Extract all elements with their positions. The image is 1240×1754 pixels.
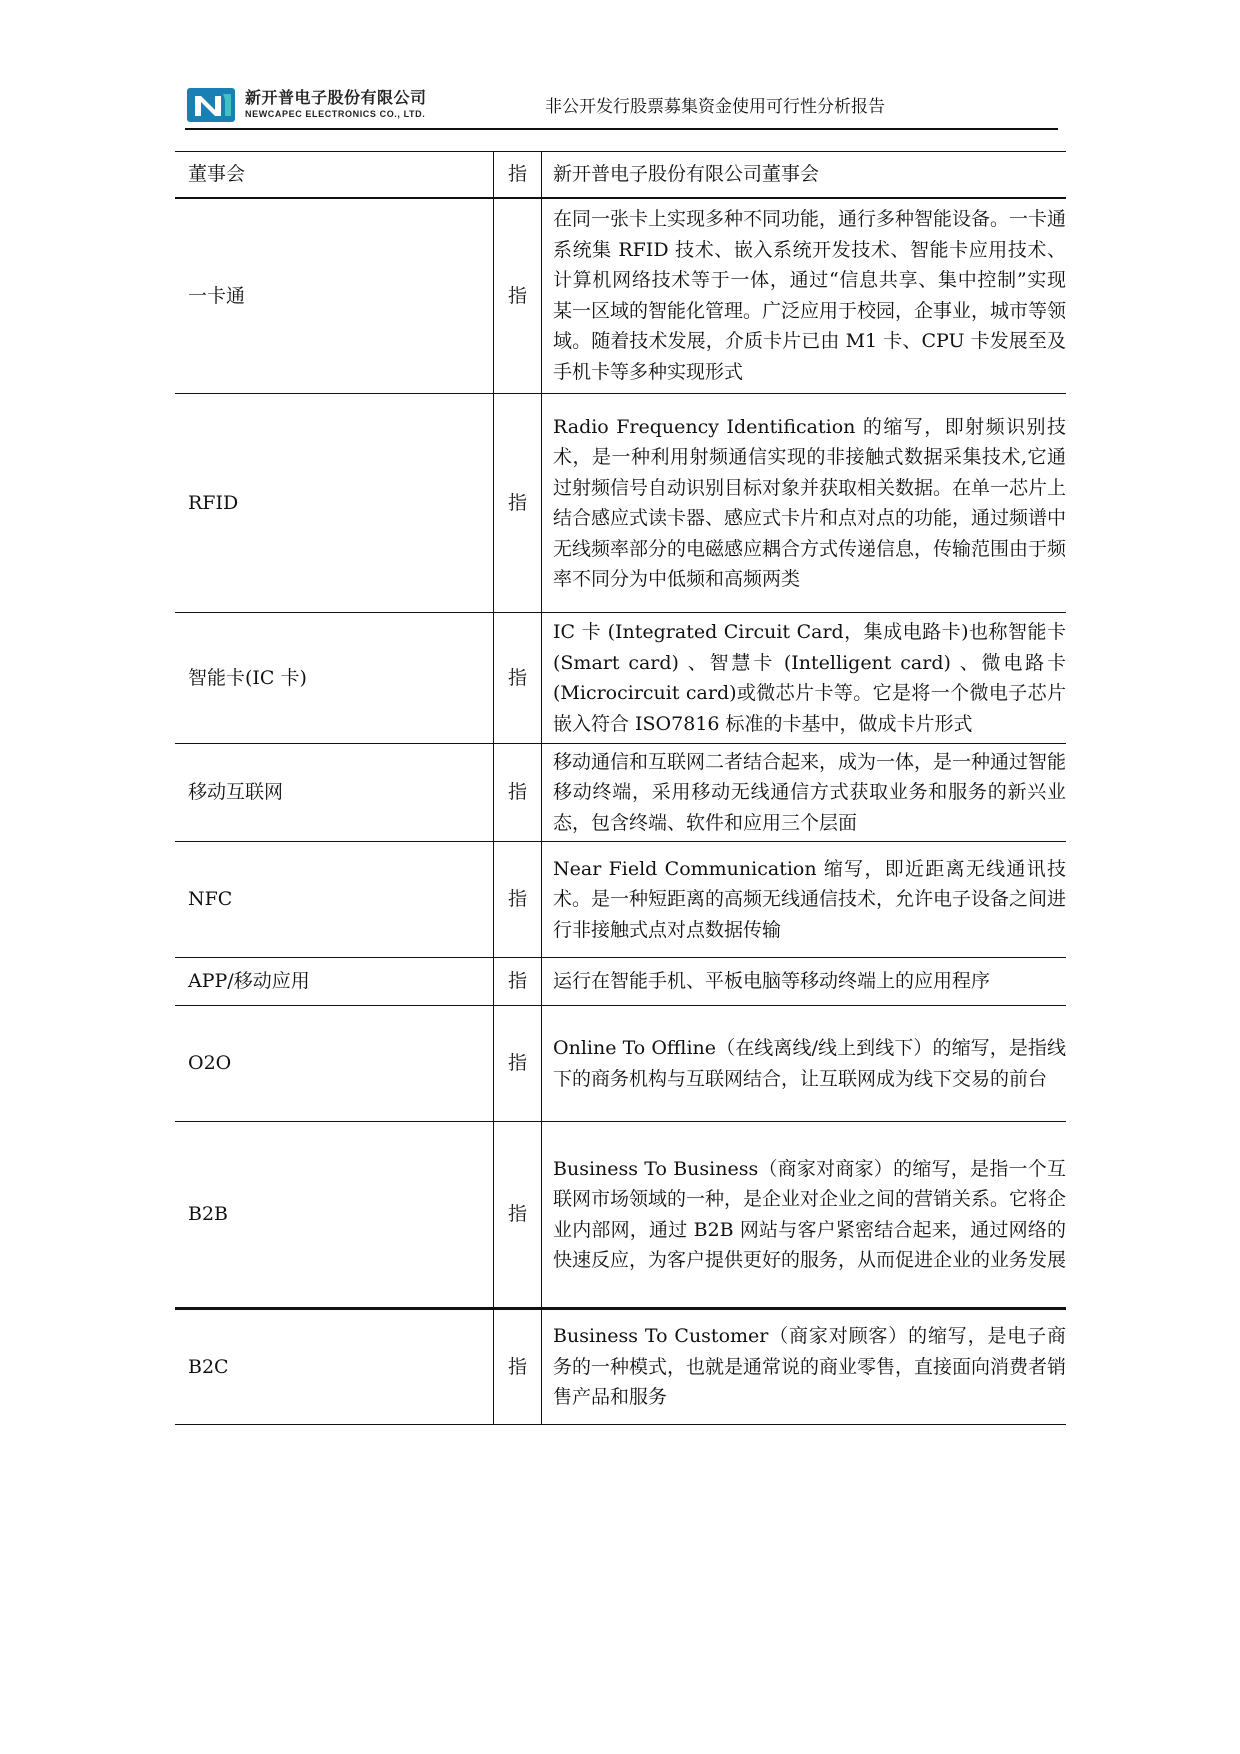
term-cell: O2O xyxy=(175,1006,494,1122)
definition-cell: IC 卡 (Integrated Circuit Card，集成电路卡)也称智能卡(Smart card) 、智慧卡 (Intelligent card) 、微电路卡(Microcircuit card)或微芯片卡等。它是将一个微电子芯片嵌入符合 ISO7816 标准的卡基中，做成卡片形式 xyxy=(542,613,1067,744)
term-cell: B2B xyxy=(175,1122,494,1309)
table-row xyxy=(175,394,1066,613)
term-cell: APP/移动应用 xyxy=(175,958,494,1006)
term-cell: 一卡通 xyxy=(175,198,494,394)
company-name-cn: 新开普电子股份有限公司 xyxy=(245,88,427,107)
table-row xyxy=(175,1309,1066,1425)
table-row xyxy=(175,198,1066,394)
term-cell: 移动互联网 xyxy=(175,744,494,842)
refers-to-cell: 指 xyxy=(494,1006,542,1122)
table-row xyxy=(175,744,1066,842)
definition-cell: Business To Customer（商家对顾客）的缩写，是电子商务的一种模式，也就是通常说的商业零售，直接面向消费者销售产品和服务 xyxy=(542,1309,1067,1425)
term-cell: NFC xyxy=(175,842,494,958)
definition-cell: Online To Offline（在线离线/线上到线下）的缩写，是指线下的商务机构与互联网结合，让互联网成为线下交易的前台 xyxy=(542,1006,1067,1122)
definition-cell: 运行在智能手机、平板电脑等移动终端上的应用程序 xyxy=(542,958,1067,1006)
table-row xyxy=(175,613,1066,744)
report-title: 非公开发行股票募集资金使用可行性分析报告 xyxy=(545,97,885,117)
term-cell: B2C xyxy=(175,1309,494,1425)
table-row xyxy=(175,958,1066,1006)
refers-to-cell: 指 xyxy=(494,1122,542,1309)
newcapec-logo-icon xyxy=(187,88,235,122)
term-cell: 董事会 xyxy=(175,152,494,198)
definitions-table xyxy=(175,151,1066,1425)
header-divider xyxy=(185,128,1058,130)
term-cell: RFID xyxy=(175,394,494,613)
table-row xyxy=(175,152,1066,198)
page-header xyxy=(185,86,1058,130)
refers-to-cell: 指 xyxy=(494,842,542,958)
table-row xyxy=(175,1006,1066,1122)
term-cell: 智能卡(IC 卡) xyxy=(175,613,494,744)
definition-cell: 新开普电子股份有限公司董事会 xyxy=(542,152,1067,198)
definition-cell: Near Field Communication 缩写，即近距离无线通讯技术。是一种短距离的高频无线通信技术，允许电子设备之间进行非接触式点对点数据传输 xyxy=(542,842,1067,958)
refers-to-cell: 指 xyxy=(494,394,542,613)
definition-cell: Radio Frequency Identification 的缩写，即射频识别技术，是一种利用射频通信实现的非接触式数据采集技术,它通过射频信号自动识别目标对象并获取相关数据。在单一芯片上结合感应式读卡器、感应式卡片和点对点的功能，通过频谱中无线频率部分的电磁感应耦合方式传递信息，传输范围由于频率不同分为中低频和高频两类 xyxy=(542,394,1067,613)
refers-to-cell: 指 xyxy=(494,152,542,198)
table-row xyxy=(175,1122,1066,1309)
refers-to-cell: 指 xyxy=(494,1309,542,1425)
company-name xyxy=(245,88,475,120)
definition-cell: Business To Business（商家对商家）的缩写，是指一个互联网市场领域的一种，是企业对企业之间的营销关系。它将企业内部网，通过 B2B 网站与客户紧密结合起来，通过网络的快速反应，为客户提供更好的服务，从而促进企业的业务发展 xyxy=(542,1122,1067,1309)
refers-to-cell: 指 xyxy=(494,958,542,1006)
refers-to-cell: 指 xyxy=(494,198,542,394)
company-name-en: NEWCAPEC ELECTRONICS CO., LTD. xyxy=(245,109,426,119)
table-row xyxy=(175,842,1066,958)
refers-to-cell: 指 xyxy=(494,613,542,744)
refers-to-cell: 指 xyxy=(494,744,542,842)
definition-cell: 在同一张卡上实现多种不同功能，通行多种智能设备。一卡通系统集 RFID 技术、嵌入系统开发技术、智能卡应用技术、计算机网络技术等于一体，通过“信息共享、集中控制”实现某一区域的智能化管理。广泛应用于校园，企事业，城市等领域。随着技术发展，介质卡片已由 M1 卡、CPU 卡发展至及手机卡等多种实现形式 xyxy=(542,198,1067,394)
definition-cell: 移动通信和互联网二者结合起来，成为一体，是一种通过智能移动终端，采用移动无线通信方式获取业务和服务的新兴业态，包含终端、软件和应用三个层面 xyxy=(542,744,1067,842)
